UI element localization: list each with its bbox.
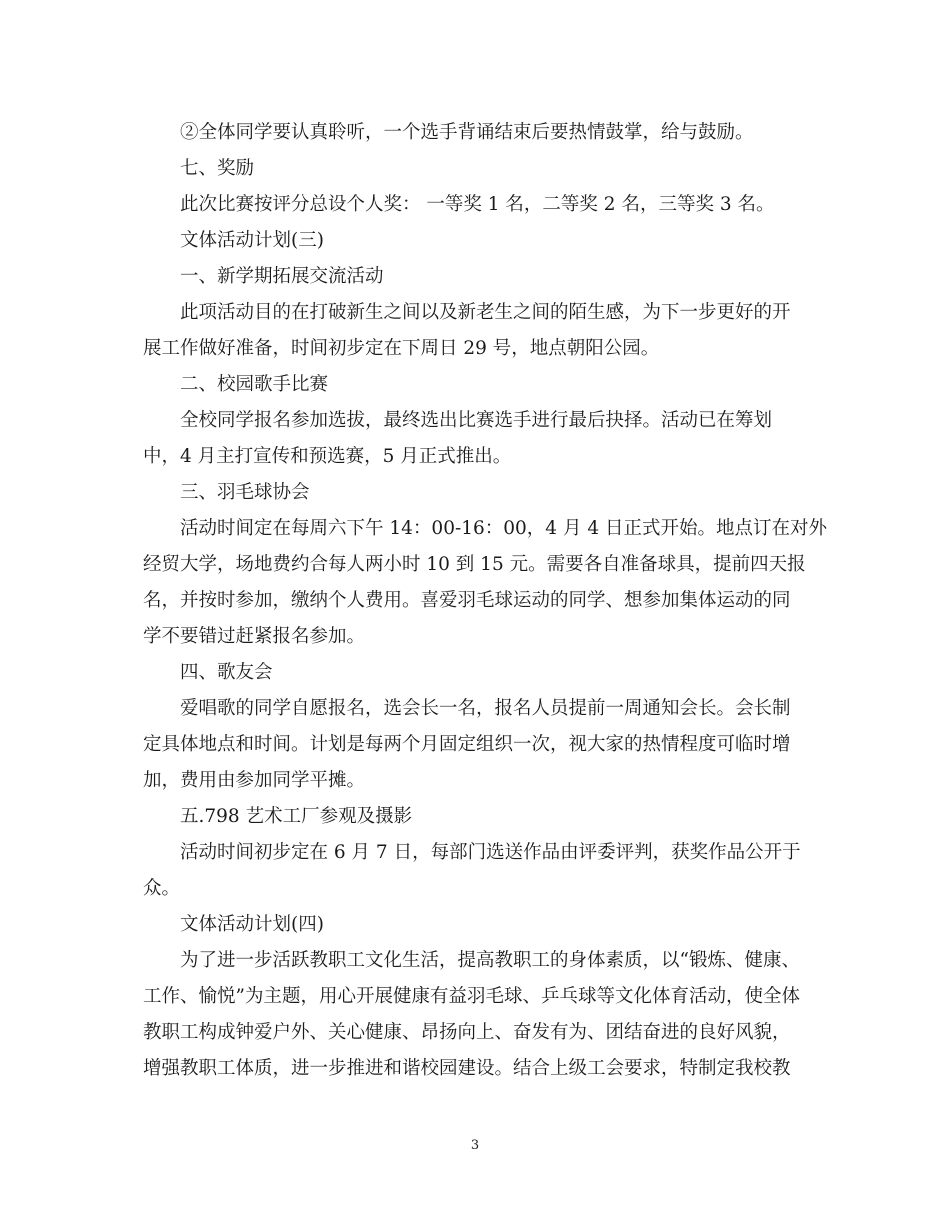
text-line: 七、奖励	[180, 158, 255, 179]
text-line: 五.798 艺术工厂参观及摄影	[180, 806, 413, 827]
document-body	[143, 115, 827, 1087]
text-line: 文体活动计划(四)	[180, 914, 324, 935]
text-line: 定具体地点和时间。计划是每两个月固定组织一次，视大家的热情程度可临时增	[143, 734, 791, 755]
text-line: ②全体同学要认真聆听，一个选手背诵结束后要热情鼓掌，给与鼓励。	[180, 122, 754, 143]
text-line: 此项活动目的在打破新生之间以及新老生之间的陌生感，为下一步更好的开	[180, 302, 791, 323]
text-line: 二、校园歌手比赛	[180, 374, 329, 395]
text-line: 文体活动计划(三)	[180, 230, 324, 251]
text-line: 中，4 月主打宣传和预选赛，5 月正式推出。	[143, 446, 512, 467]
text-line: 学不要错过赶紧报名参加。	[143, 626, 366, 647]
text-line: 加，费用由参加同学平摊。	[143, 770, 366, 791]
page-number: 3	[470, 1138, 480, 1153]
text-line: 众。	[143, 878, 181, 899]
text-line: 工作、愉悦”为主题，用心开展健康有益羽毛球、乒乓球等文化体育活动，使全体	[143, 986, 800, 1007]
text-line: 三、羽毛球协会	[180, 482, 310, 503]
text-line: 教职工构成钟爱户外、关心健康、昂扬向上、奋发有为、团结奋进的良好风貌，	[143, 1022, 791, 1043]
text-line: 此次比赛按评分总设个人奖： 一等奖 1 名，二等奖 2 名，三等奖 3 名。	[180, 194, 775, 215]
text-line: 活动时间定在每周六下午 14：00-16：00，4 月 4 日正式开始。地点订在对外	[180, 518, 827, 539]
text-line: 经贸大学，场地费约合每人两小时 10 到 15 元。需要各自准备球具，提前四天报	[143, 554, 806, 575]
text-line: 四、歌友会	[180, 662, 273, 683]
text-line: 增强教职工体质，进一步推进和谐校园建设。结合上级工会要求，特制定我校教	[143, 1058, 791, 1079]
text-line: 展工作做好准备，时间初步定在下周日 29 号，地点朝阳公园。	[143, 338, 660, 359]
text-line: 活动时间初步定在 6 月 7 日，每部门选送作品由评委评判，获奖作品公开于	[180, 842, 801, 863]
text-line: 爱唱歌的同学自愿报名，选会长一名，报名人员提前一周通知会长。会长制	[180, 698, 791, 719]
text-line: 全校同学报名参加选拔，最终选出比赛选手进行最后抉择。活动已在筹划	[180, 410, 773, 431]
text-line: 名，并按时参加，缴纳个人费用。喜爱羽毛球运动的同学、想参加集体运动的同	[143, 590, 791, 611]
text-line: 为了进一步活跃教职工文化生活，提高教职工的身体素质，以“锻炼、健康、	[180, 950, 800, 971]
text-line: 一、新学期拓展交流活动	[180, 266, 384, 287]
